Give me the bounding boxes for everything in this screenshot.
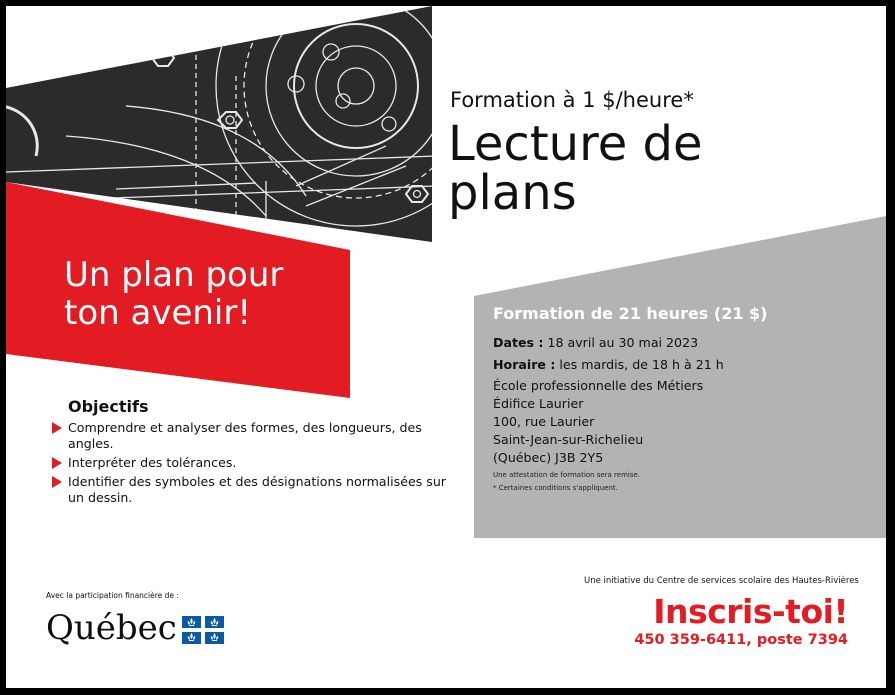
slogan — [64, 256, 283, 332]
objective-text: Interpréter des tolérances. — [68, 455, 237, 470]
fleur-de-lis-icon — [182, 616, 224, 644]
phone-number[interactable]: 450 359-6411, poste 7394 — [634, 632, 848, 648]
info-schedule — [493, 356, 724, 374]
address-line: 100, rue Laurier — [493, 414, 595, 429]
address-line: Édifice Laurier — [493, 396, 584, 411]
cta-heading: Inscris-toi! — [653, 592, 848, 631]
bullet-arrow-icon — [52, 457, 62, 469]
objective-text: Comprendre et analyser des formes, des longueurs, des angles. — [68, 420, 422, 451]
conditions-note: * Certaines conditions s'appliquent. — [493, 484, 618, 492]
address-line: École professionnelle des Métiers — [493, 378, 704, 393]
poster — [6, 6, 886, 688]
bullet-arrow-icon — [52, 422, 62, 434]
schedule-label: Horaire : — [493, 357, 556, 372]
blueprint-illustration — [6, 6, 436, 406]
slogan-line-2: ton avenir! — [64, 293, 251, 333]
schedule-value: les mardis, de 18 h à 21 h — [559, 357, 724, 372]
info-dates — [493, 334, 698, 352]
list-item — [50, 455, 450, 471]
address-line: (Québec) J3B 2Y5 — [493, 450, 604, 465]
title-line-1: Lecture de — [448, 116, 703, 172]
certificate-note: Une attestation de formation sera remise. — [493, 471, 641, 479]
list-item — [50, 420, 450, 452]
info-heading: Formation de 21 heures (21 $) — [493, 304, 768, 323]
quebec-logo-text: Québec — [46, 608, 177, 648]
list-item — [50, 474, 450, 506]
page-title — [448, 116, 703, 221]
subtitle: Formation à 1 $/heure* — [450, 88, 694, 112]
dates-value: 18 avril au 30 mai 2023 — [547, 335, 699, 350]
info-address — [493, 377, 703, 467]
title-line-2: plans — [448, 165, 577, 221]
initiative-text: Une initiative du Centre de services scolaire des Hautes-Rivières — [584, 576, 859, 586]
bullet-arrow-icon — [52, 476, 62, 488]
address-line: Saint-Jean-sur-Richelieu — [493, 432, 644, 447]
dates-label: Dates : — [493, 335, 544, 350]
objectives-list — [50, 420, 450, 509]
funding-label: Avec la participation financière de : — [46, 591, 179, 600]
objective-text: Identifier des symboles et des désignations normalisées sur un dessin. — [68, 474, 446, 505]
slogan-line-1: Un plan pour — [64, 255, 284, 295]
objectives-title: Objectifs — [68, 397, 149, 416]
